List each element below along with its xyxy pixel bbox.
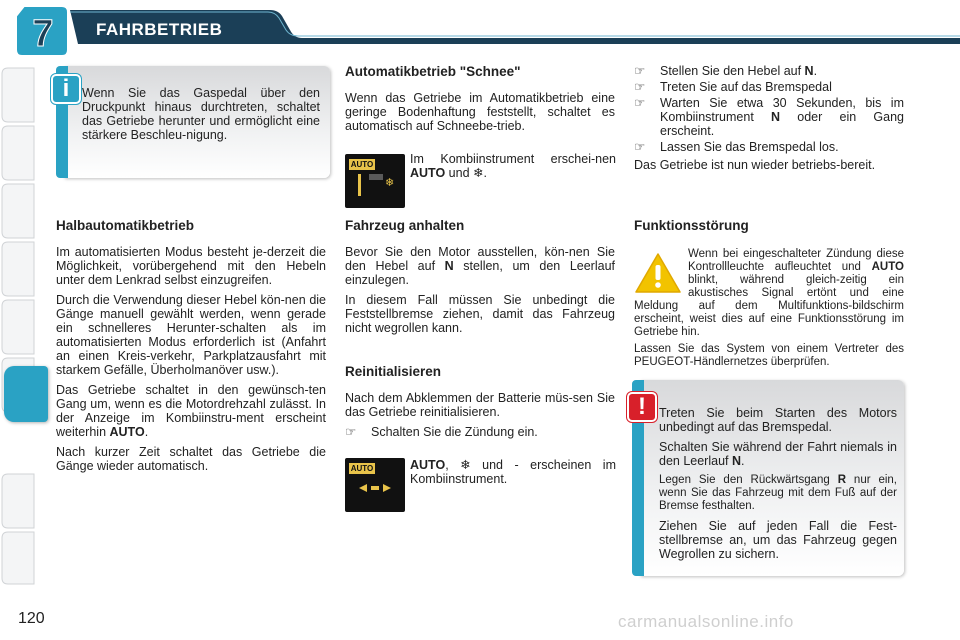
chapter-tab-active[interactable] <box>4 366 48 422</box>
chapter-tab-strip <box>0 66 40 586</box>
section-stoerung <box>634 218 904 233</box>
snow-display-caption: Im Kombiinstrument erschei-nen AUTO und ❄. <box>410 152 616 180</box>
reinit-display-caption: AUTO, ❄ und - erscheinen im Kombiinstrument. <box>410 458 616 486</box>
paragraph: Legen Sie den Rückwärtsgang R nur ein, wenn Sie das Fahrzeug mit dem Fuß auf der Bremse festhalten. <box>659 474 898 512</box>
section-title: Fahrzeug anhalten <box>345 218 465 233</box>
chapter-badge <box>14 4 70 58</box>
paragraph: Schalten Sie während der Fahrt niemals in den Leerlauf N. <box>659 440 897 468</box>
paragraph: Nach dem Abklemmen der Batterie müs-sen Sie das Getriebe reinitialisieren. <box>345 391 615 419</box>
list-item: ☞ Schalten Sie die Zündung ein. <box>345 425 538 439</box>
svg-text:❄: ❄ <box>385 176 395 189</box>
section-title: Funktionsstörung <box>634 218 749 233</box>
section-reinit <box>345 364 615 441</box>
instrument-display-reinit <box>345 458 405 512</box>
section-title: Halbautomatikbetrieb <box>56 218 195 233</box>
paragraph: Das Getriebe schaltet in den gewünsch-ten Gang um, wenn es die Motordrehzahl zulässt. In der Anzeige im Kombiinstru-ment erscheint weiterhin AUTO. <box>56 383 326 439</box>
gear-arrows-icon <box>355 480 399 506</box>
info-box-text: Wenn Sie das Gaspedal über den Druckpunkt hinaus durchtreten, schaltet das Getriebe herunter und ermöglicht eine stärkere Beschleu-nigung. <box>82 86 320 142</box>
page-number: 120 <box>18 610 45 627</box>
paragraph: Treten Sie beim Starten des Motors unbedingt auf das Bremspedal. <box>659 406 897 434</box>
section-steps <box>634 64 904 178</box>
section-halbautomatik <box>56 218 326 479</box>
paragraph: In diesem Fall müssen Sie unbedingt die Feststellbremse ziehen, damit das Fahrzeug nicht wegrollen kann. <box>345 293 615 335</box>
display-auto-label: AUTO <box>350 160 374 169</box>
hand-pointer-icon: ☞ <box>345 425 357 439</box>
paragraph: Im automatisierten Modus besteht je-derzeit die Möglichkeit, vorübergehend mit den Hebeln unter dem Lenkrad selbst einzugreifen. <box>56 245 326 287</box>
watermark: carmanualsonline.info <box>618 612 794 631</box>
paragraph: Durch die Verwendung dieser Hebel kön-nen die Gänge manuell gewählt werden, wenn gerade ein schnelleres Herunter-schalten als im automatisierten Modus erforderlich ist (Anfahrt an einen Kreis-verkehr, Parkplatzausfahrt mit starkem Gefälle, Überholmanöver usw.). <box>56 293 326 377</box>
list-item: ☞ Stellen Sie den Hebel auf N. <box>634 64 818 78</box>
list-item: ☞ Treten Sie auf das Bremspedal <box>634 80 832 94</box>
list-item: ☞ Warten Sie etwa 30 Sekunden, bis im Kombiinstrument N oder ein Gang erscheint. <box>634 96 904 138</box>
section-schnee <box>345 64 615 139</box>
warning-box-text <box>659 406 897 567</box>
exclamation-icon: ! <box>627 392 657 422</box>
info-icon: i <box>51 74 81 104</box>
hand-pointer-icon: ☞ <box>634 140 646 154</box>
paragraph: Nach kurzer Zeit schaltet das Getriebe die Gänge wieder automatisch. <box>56 445 326 473</box>
paragraph: Das Getriebe ist nun wieder betriebs-bereit. <box>634 158 876 172</box>
paragraph: Lassen Sie das System von einem Vertreter des PEUGEOT-Händlernetzes überprüfen. <box>634 343 904 368</box>
section-title: Automatikbetrieb "Schnee" <box>345 64 521 79</box>
instrument-display-snow <box>345 154 405 208</box>
section-anhalten <box>345 218 615 341</box>
hand-pointer-icon: ☞ <box>634 80 646 94</box>
fault-description: Wenn bei eingeschalteter Zündung diese Kontrollleuchte aufleuchtet und AUTO blinkt, während gleich-zeitig ein akustisches Signal ertönt und eine Meldung auf dem Multifunktions-bildschirm erscheint, weist dies auf eine Funktionsstörung im Getriebe hin. Lassen Sie das System von einem Vertreter des PEUGEOT-Händlernetzes überprüfen. <box>634 248 904 368</box>
hand-pointer-icon: ☞ <box>634 64 646 78</box>
paragraph: Ziehen Sie auf jeden Fall die Fest-stellbremse an, um das Fahrzeug gegen Wegrollen zu sichern. <box>659 519 897 561</box>
display-auto-label: AUTO <box>350 464 374 473</box>
snowflake-icon <box>355 172 399 204</box>
paragraph: Wenn das Getriebe im Automatikbetrieb eine geringe Bodenhaftung feststellt, schaltet es automatisch auf Schneebe-trieb. <box>345 91 615 133</box>
page-title: FAHRBETRIEB <box>96 20 223 39</box>
list-item: ☞ Lassen Sie das Bremspedal los. <box>634 140 839 154</box>
paragraph: Bevor Sie den Motor ausstellen, kön-nen Sie den Hebel auf N stellen, um den Leerlauf einzulegen. <box>345 245 615 287</box>
hand-pointer-icon: ☞ <box>634 96 646 110</box>
chapter-number: 7 <box>32 13 54 55</box>
section-title: Reinitialisieren <box>345 364 442 379</box>
